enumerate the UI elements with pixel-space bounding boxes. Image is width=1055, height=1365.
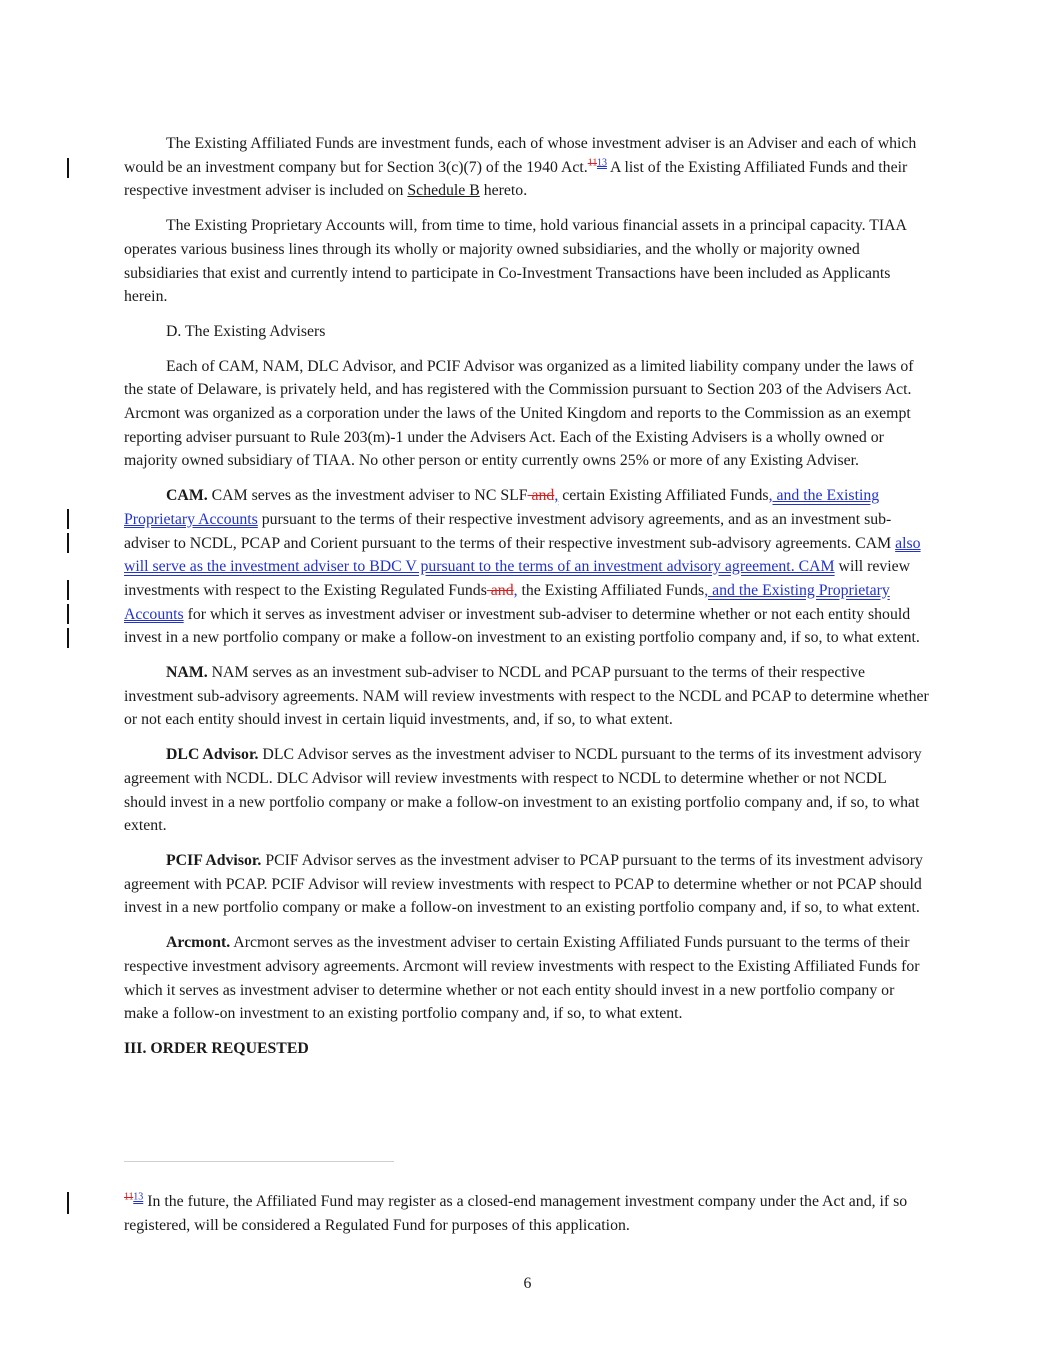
- paragraph-cam: CAM. CAM serves as the investment adviser to NC SLF and, certain Existing Affiliated Funds, and the Existing Proprietary Accounts pursuant to the terms of their respective investment advisory agreements, and as an investment sub-adviser to NCDL, PCAP and Corient pursuant to the terms of their respective investment sub-advisory agreements. CAM also will serve as the investment adviser to BDC V pursuant to the terms of an investment advisory agreement. CAM will review investments with respect to the Existing Regulated Funds and, the Existing Affiliated Funds, and the Existing Proprietary Accounts for which it serves as investment adviser or investment sub-adviser to determine whether or not each entity should invest in a new portfolio company or make a follow-on investment to an existing portfolio company and, if so, to what extent.: [124, 487, 921, 647]
- deletion: and: [486, 581, 514, 599]
- section-heading: III. ORDER REQUESTED: [124, 1039, 309, 1057]
- insertion: also will serve as the investment adviser to BDC V pursuant to the terms of an investment advisory agreement. CAM: [124, 534, 921, 576]
- paragraph-advisers-organization: Each of CAM, NAM, DLC Advisor, and PCIF Advisor was organized as a limited liability company under the laws of the state of Delaware, is privately held, and has registered with the Commission pursuant to Section 203 of the Advisers Act. Arcmont was organized as a corporation under the laws of the United Kingdom and reports to the Commission as an exempt reporting adviser pursuant to Rule 203(m)-1 under the Advisers Act. Each of the Existing Advisers is a wholly owned or majority owned subsidiary of TIAA. No other person or entity currently owns 25% or more of any Existing Adviser.: [124, 357, 914, 470]
- body-text: [124, 132, 930, 1072]
- insertion: ,: [554, 487, 559, 505]
- footnote-separator: [124, 1161, 394, 1162]
- change-bar: [67, 158, 69, 178]
- arcmont-label: Arcmont.: [166, 934, 231, 952]
- paragraph-arcmont: Arcmont. Arcmont serves as the investment adviser to certain Existing Affiliated Funds pursuant to the terms of their respective investment advisory agreements. Arcmont will review investments with respect to the Existing Affiliated Funds for which it serves as investment adviser to determine whether or not each entity should invest in a new portfolio company or make a follow-on investment to an existing portfolio company and, if so, to what extent.: [124, 934, 920, 1023]
- footnote-number: 1113: [124, 1191, 144, 1203]
- pcif-label: PCIF Advisor.: [166, 851, 262, 869]
- change-bar: [67, 509, 69, 529]
- paragraph-dlc-advisor: DLC Advisor. DLC Advisor serves as the investment adviser to NCDL pursuant to the terms of its investment advisory agreement with NCDL. DLC Advisor will review investments with respect to NCDL to determine whether or not NCDL should invest in a new portfolio company or make a follow-on investment to an existing portfolio company and, if so, to what extent.: [124, 746, 922, 835]
- insertion: ,: [513, 581, 518, 599]
- paragraph-pcif-advisor: PCIF Advisor. PCIF Advisor serves as the investment adviser to PCAP pursuant to the terms of its investment advisory agreement with PCAP. PCIF Advisor will review investments with respect to PCAP to determine whether or not PCAP should invest in a new portfolio company or make a follow-on investment to an existing portfolio company and, if so, to what extent.: [124, 851, 923, 917]
- dlc-label: DLC Advisor.: [166, 746, 259, 764]
- cam-label: CAM.: [166, 487, 208, 505]
- paragraph-proprietary-accounts: The Existing Proprietary Accounts will, from time to time, hold various financial assets in a principal capacity. TIAA operates various business lines through its wholly or majority owned subsidiaries, and the wholly or majority owned subsidiaries that exist and currently intend to participate in Co-Investment Transactions have been included as Applicants herein.: [124, 217, 907, 306]
- insertion: , and the Existing Proprietary Accounts: [124, 581, 890, 623]
- schedule-b-link[interactable]: Schedule B: [407, 182, 480, 200]
- change-bar: [67, 628, 69, 648]
- page-number: 6: [523, 1275, 532, 1292]
- insertion: , and the Existing Proprietary Accounts: [124, 487, 880, 528]
- footnote-ref[interactable]: 1113: [587, 157, 607, 169]
- footnote: $^{1113}$ In the future, the Affiliated Fund may register as a closed-end management investment company under the Act and, if so registered, will be considered a Regulated Fund for purposes of this application.: [124, 1191, 908, 1234]
- change-bar: [67, 533, 69, 553]
- paragraph-nam: NAM. NAM serves as an investment sub-adviser to NCDL and PCAP pursuant to the terms of their respective investment sub-advisory agreements. NAM will review investments with respect to the NCDL and PCAP to determine whether or not each entity should invest in certain liquid investments, and, if so, to what extent.: [124, 664, 929, 729]
- change-bar: [67, 1192, 69, 1214]
- change-bar: [67, 580, 69, 600]
- change-bar: [67, 604, 69, 624]
- nam-label: NAM.: [166, 664, 208, 682]
- deletion: and: [527, 487, 555, 505]
- paragraph-existing-affiliated-funds: The Existing Affiliated Funds are investment funds, each of whose investment adviser is an Adviser and each of which would be an investment company but for Section 3(c)(7) of the 1940 Act.$^{1113}$ A list of the Existing Affiliated Funds and their respective investment adviser is included on Schedule B hereto.: [124, 135, 917, 200]
- subheading-existing-advisers: D. The Existing Advisers: [166, 322, 326, 340]
